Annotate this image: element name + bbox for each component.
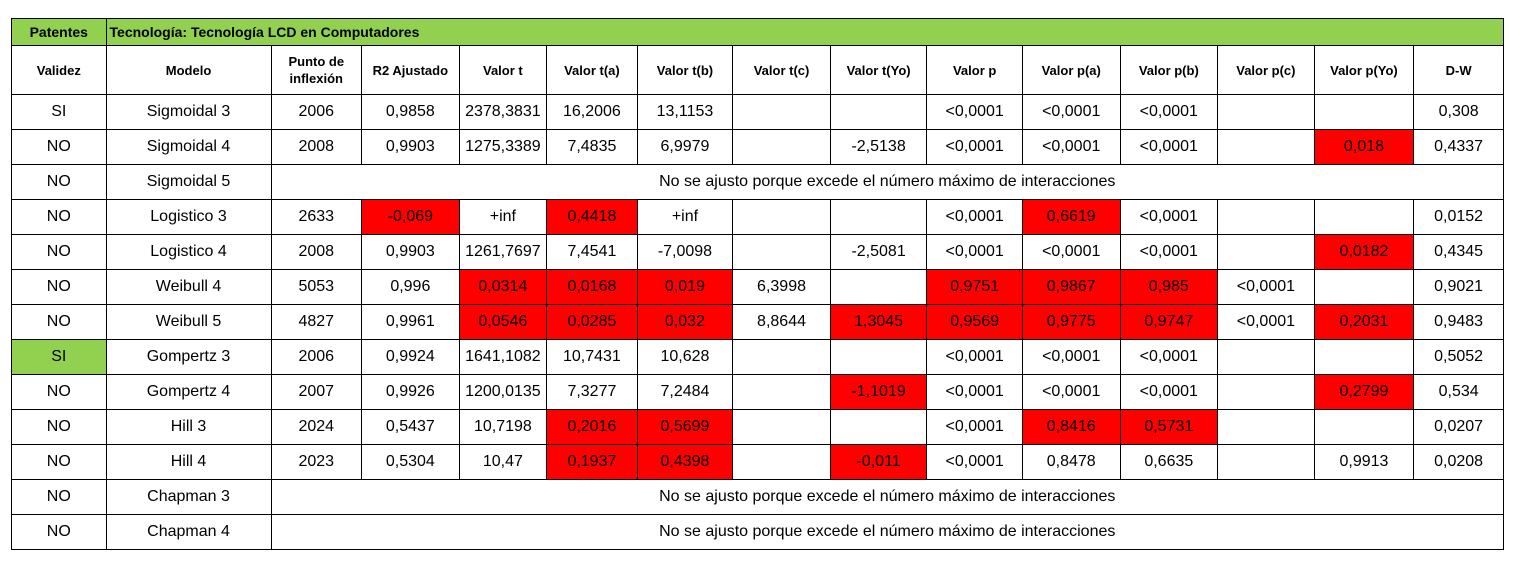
value-cell: 2633 [271, 200, 362, 235]
column-header: Valor t(a) [547, 46, 638, 95]
value-cell [830, 270, 927, 305]
value-cell: 0,996 [362, 270, 460, 305]
not-fitted-note: No se ajusto porque excede el número máximo de interacciones [271, 165, 1503, 200]
table-row [12, 445, 1504, 480]
value-cell: 0,9913 [1314, 445, 1414, 480]
value-cell: 1275,3389 [459, 130, 547, 165]
value-cell: 0,985 [1120, 270, 1218, 305]
value-cell: <0,0001 [1022, 235, 1120, 270]
value-cell: <0,0001 [1120, 95, 1218, 130]
value-cell: 10,7431 [547, 340, 638, 375]
table-row [12, 165, 1504, 200]
model-cell: Sigmoidal 5 [106, 165, 271, 200]
value-cell: <0,0001 [927, 340, 1023, 375]
value-cell: +inf [637, 200, 733, 235]
value-cell: 13,1153 [637, 95, 733, 130]
value-cell: 0,9483 [1414, 305, 1504, 340]
value-cell: <0,0001 [1218, 305, 1315, 340]
validity-cell: NO [12, 480, 107, 515]
value-cell: 6,9979 [637, 130, 733, 165]
value-cell: <0,0001 [1022, 130, 1120, 165]
value-cell: 2378,3831 [459, 95, 547, 130]
value-cell: <0,0001 [1120, 130, 1218, 165]
value-cell: 0,9867 [1022, 270, 1120, 305]
value-cell: -2,5138 [830, 130, 927, 165]
value-cell [1314, 200, 1414, 235]
value-cell: 2023 [271, 445, 362, 480]
validity-cell: NO [12, 305, 107, 340]
value-cell [1218, 200, 1315, 235]
column-header: Valor p [927, 46, 1023, 95]
value-cell: 0,8416 [1022, 410, 1120, 445]
value-cell: 0,9924 [362, 340, 460, 375]
column-header: D-W [1414, 46, 1504, 95]
column-header-row [12, 46, 1504, 95]
value-cell: 7,4541 [547, 235, 638, 270]
model-cell: Gompertz 3 [106, 340, 271, 375]
column-header: Valor t [459, 46, 547, 95]
value-cell: 0,9751 [927, 270, 1023, 305]
value-cell: 2007 [271, 375, 362, 410]
value-cell [733, 375, 831, 410]
model-cell: Weibull 4 [106, 270, 271, 305]
value-cell: 6,3998 [733, 270, 831, 305]
value-cell: 16,2006 [547, 95, 638, 130]
value-cell: <0,0001 [927, 95, 1023, 130]
validity-cell: NO [12, 445, 107, 480]
value-cell: 0,9903 [362, 235, 460, 270]
validity-cell: NO [12, 235, 107, 270]
model-cell: Sigmoidal 3 [106, 95, 271, 130]
column-header: Valor p(b) [1120, 46, 1218, 95]
value-cell [733, 130, 831, 165]
value-cell: -7,0098 [637, 235, 733, 270]
value-cell: <0,0001 [1120, 200, 1218, 235]
validity-cell: NO [12, 515, 107, 550]
column-header: Validez [12, 46, 107, 95]
value-cell [733, 235, 831, 270]
table-row [12, 270, 1504, 305]
validity-cell: NO [12, 165, 107, 200]
value-cell: 2024 [271, 410, 362, 445]
table-body [12, 95, 1504, 550]
validity-cell: NO [12, 130, 107, 165]
value-cell: +inf [459, 200, 547, 235]
value-cell: 0,9961 [362, 305, 460, 340]
value-cell: 7,2484 [637, 375, 733, 410]
value-cell [830, 200, 927, 235]
value-cell: 0,018 [1314, 130, 1414, 165]
table-row [12, 305, 1504, 340]
value-cell: 8,8644 [733, 305, 831, 340]
model-cell: Hill 3 [106, 410, 271, 445]
value-cell: 1261,7697 [459, 235, 547, 270]
value-cell: 0,032 [637, 305, 733, 340]
value-cell: 0,2016 [547, 410, 638, 445]
value-cell: 0,5437 [362, 410, 460, 445]
not-fitted-note: No se ajusto porque excede el número máximo de interacciones [271, 480, 1503, 515]
technology-title: Tecnología: Tecnología LCD en Computadores [106, 19, 1503, 46]
value-cell: -0,011 [830, 445, 927, 480]
model-cell: Chapman 3 [106, 480, 271, 515]
model-cell: Chapman 4 [106, 515, 271, 550]
value-cell: 0,308 [1414, 95, 1504, 130]
validity-cell: NO [12, 270, 107, 305]
column-header: Modelo [106, 46, 271, 95]
value-cell [1218, 340, 1315, 375]
value-cell: 0,0208 [1414, 445, 1504, 480]
value-cell [733, 95, 831, 130]
value-cell: <0,0001 [1218, 270, 1315, 305]
value-cell: 0,8478 [1022, 445, 1120, 480]
model-cell: Gompertz 4 [106, 375, 271, 410]
value-cell: 0,4418 [547, 200, 638, 235]
column-header: Punto de inflexión [271, 46, 362, 95]
value-cell [1314, 270, 1414, 305]
value-cell: 0,5304 [362, 445, 460, 480]
value-cell [1218, 375, 1315, 410]
value-cell: 10,7198 [459, 410, 547, 445]
value-cell: 2008 [271, 235, 362, 270]
column-header: Valor t(b) [637, 46, 733, 95]
value-cell: 0,0207 [1414, 410, 1504, 445]
column-header: Valor p(a) [1022, 46, 1120, 95]
value-cell: <0,0001 [1022, 95, 1120, 130]
value-cell: 1641,1082 [459, 340, 547, 375]
value-cell: <0,0001 [927, 200, 1023, 235]
table-row [12, 130, 1504, 165]
value-cell [830, 410, 927, 445]
value-cell: 0,5052 [1414, 340, 1504, 375]
value-cell: 0,6635 [1120, 445, 1218, 480]
column-header: Valor t(Yo) [830, 46, 927, 95]
value-cell: 0,0168 [547, 270, 638, 305]
value-cell: 10,628 [637, 340, 733, 375]
value-cell [1314, 95, 1414, 130]
table-row [12, 200, 1504, 235]
table-row [12, 95, 1504, 130]
value-cell: 0,4345 [1414, 235, 1504, 270]
validity-cell: SI [12, 340, 107, 375]
value-cell: 1,3045 [830, 305, 927, 340]
value-cell [1218, 445, 1315, 480]
value-cell [1218, 410, 1315, 445]
column-header: Valor t(c) [733, 46, 831, 95]
value-cell: -1,1019 [830, 375, 927, 410]
value-cell [1218, 130, 1315, 165]
validity-cell: NO [12, 410, 107, 445]
value-cell: -2,5081 [830, 235, 927, 270]
value-cell: <0,0001 [1120, 340, 1218, 375]
value-cell: 0,9926 [362, 375, 460, 410]
value-cell [830, 95, 927, 130]
model-cell: Hill 4 [106, 445, 271, 480]
value-cell: 7,4835 [547, 130, 638, 165]
model-cell: Sigmoidal 4 [106, 130, 271, 165]
value-cell: 0,1937 [547, 445, 638, 480]
value-cell [1218, 95, 1315, 130]
value-cell [1314, 410, 1414, 445]
value-cell: 0,4337 [1414, 130, 1504, 165]
value-cell: 0,0182 [1314, 235, 1414, 270]
value-cell: <0,0001 [927, 445, 1023, 480]
table-row [12, 340, 1504, 375]
value-cell: 0,9903 [362, 130, 460, 165]
model-cell: Logistico 3 [106, 200, 271, 235]
value-cell: <0,0001 [1022, 375, 1120, 410]
value-cell: <0,0001 [927, 130, 1023, 165]
value-cell [733, 200, 831, 235]
value-cell: -0,069 [362, 200, 460, 235]
value-cell: 0,0314 [459, 270, 547, 305]
validity-cell: SI [12, 95, 107, 130]
value-cell: 4827 [271, 305, 362, 340]
value-cell [830, 340, 927, 375]
patentes-label: Patentes [12, 19, 107, 46]
table-row [12, 480, 1504, 515]
table-row [12, 235, 1504, 270]
value-cell: <0,0001 [1120, 235, 1218, 270]
validity-cell: NO [12, 375, 107, 410]
value-cell: 0,2031 [1314, 305, 1414, 340]
value-cell [733, 445, 831, 480]
model-cell: Logistico 4 [106, 235, 271, 270]
value-cell [1218, 235, 1315, 270]
value-cell [1314, 340, 1414, 375]
value-cell: 1200,0135 [459, 375, 547, 410]
value-cell: 0,9021 [1414, 270, 1504, 305]
value-cell: 2006 [271, 95, 362, 130]
value-cell: 0,5699 [637, 410, 733, 445]
value-cell: 0,534 [1414, 375, 1504, 410]
table-row [12, 375, 1504, 410]
value-cell: <0,0001 [927, 375, 1023, 410]
value-cell: 0,5731 [1120, 410, 1218, 445]
value-cell: 0,0546 [459, 305, 547, 340]
value-cell: <0,0001 [1022, 340, 1120, 375]
value-cell: 7,3277 [547, 375, 638, 410]
value-cell: 0,9775 [1022, 305, 1120, 340]
value-cell: 0,9747 [1120, 305, 1218, 340]
not-fitted-note: No se ajusto porque excede el número máximo de interacciones [271, 515, 1503, 550]
value-cell: 0,0152 [1414, 200, 1504, 235]
value-cell: 0,6619 [1022, 200, 1120, 235]
model-cell: Weibull 5 [106, 305, 271, 340]
value-cell: 10,47 [459, 445, 547, 480]
column-header: Valor p(c) [1218, 46, 1315, 95]
table-row [12, 410, 1504, 445]
results-table-container [11, 18, 1504, 550]
value-cell: 0,0285 [547, 305, 638, 340]
value-cell: 5053 [271, 270, 362, 305]
value-cell: <0,0001 [927, 235, 1023, 270]
value-cell: 0,019 [637, 270, 733, 305]
results-table [11, 18, 1504, 550]
value-cell: 2006 [271, 340, 362, 375]
column-header: R2 Ajustado [362, 46, 460, 95]
value-cell: 0,9858 [362, 95, 460, 130]
value-cell [733, 340, 831, 375]
value-cell: 2008 [271, 130, 362, 165]
value-cell: <0,0001 [1120, 375, 1218, 410]
value-cell: 0,2799 [1314, 375, 1414, 410]
column-header: Valor p(Yo) [1314, 46, 1414, 95]
value-cell: 0,9569 [927, 305, 1023, 340]
value-cell [733, 410, 831, 445]
title-row [12, 19, 1504, 46]
table-row [12, 515, 1504, 550]
value-cell: 0,4398 [637, 445, 733, 480]
value-cell: <0,0001 [927, 410, 1023, 445]
validity-cell: NO [12, 200, 107, 235]
